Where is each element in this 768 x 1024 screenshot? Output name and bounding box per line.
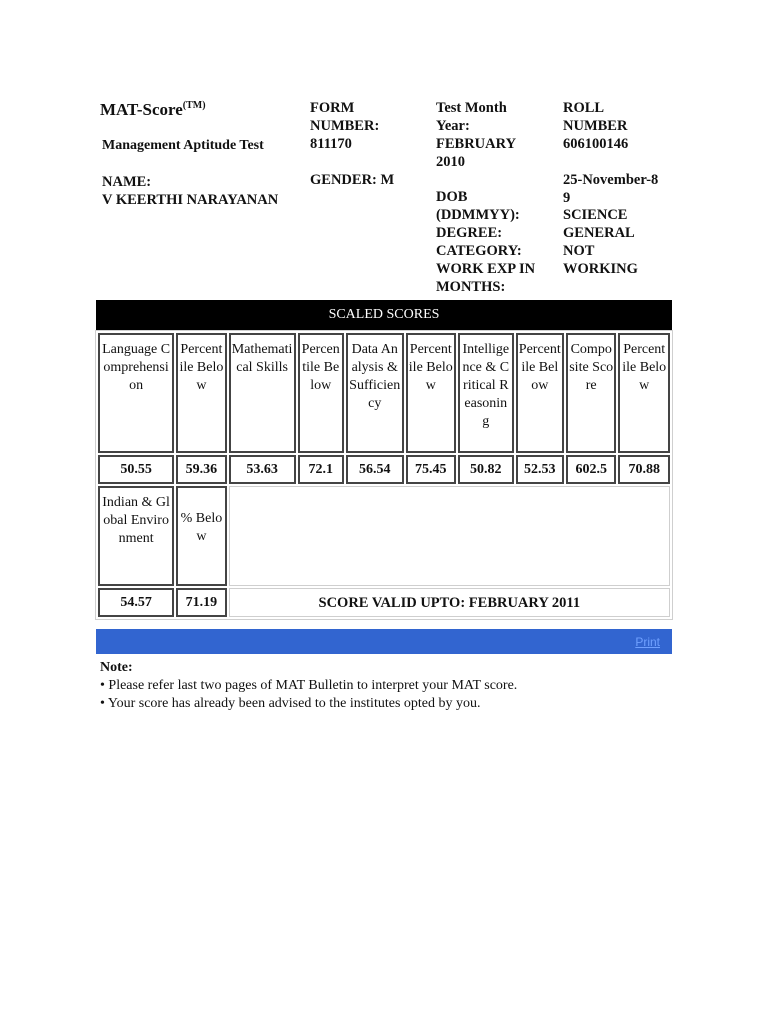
value-mathematical-skills: 53.63 xyxy=(229,455,296,484)
label-percentile-intelligence: Percentile Below xyxy=(516,333,564,453)
label-indian-global-environment: Indian & Global Environment xyxy=(98,486,174,586)
label-percentile-data: Percentile Below xyxy=(406,333,456,453)
degree-value: SCIENCE xyxy=(563,207,628,223)
value-data-analysis: 56.54 xyxy=(346,455,404,484)
category-label: CATEGORY: xyxy=(436,243,522,259)
work-exp-value: NOT WORKING xyxy=(563,243,638,277)
label-percentile-composite: Percentile Below xyxy=(618,333,670,453)
form-number-value: 811170 xyxy=(310,136,352,152)
dob-label: DOB (DDMMYY): xyxy=(436,189,520,223)
work-exp-label: WORK EXP IN MONTHS: xyxy=(436,261,536,295)
label-composite-score: Composite Score xyxy=(566,333,616,453)
value-percentile-data: 75.45 xyxy=(406,455,456,484)
test-month-value: FEBRUARY 2010 xyxy=(436,136,516,170)
label-mathematical-skills: Mathematical Skills xyxy=(229,333,296,453)
app-title: MAT-Score$^{(TM)}$ xyxy=(100,100,206,119)
value-language-comprehension: 50.55 xyxy=(98,455,174,484)
label-intelligence: Intelligence & Critical Reasoning xyxy=(458,333,514,453)
print-link[interactable]: Print xyxy=(635,635,660,649)
label-language-comprehension: Language Comprehension xyxy=(98,333,174,453)
value-percentile-math: 72.1 xyxy=(298,455,344,484)
action-bar xyxy=(96,629,672,654)
test-month-label: Test Month Year: xyxy=(436,100,507,134)
dob-value: 25-November-89 xyxy=(563,172,659,206)
value-percentile-intelligence: 52.53 xyxy=(516,455,564,484)
test-name: Management Aptitude Test xyxy=(102,138,264,153)
roll-number-value: 606100146 xyxy=(563,136,629,152)
score-value-row-2 xyxy=(98,588,670,617)
label-data-analysis: Data Analysis & Sufficiency xyxy=(346,333,404,453)
value-indian-global-environment: 54.57 xyxy=(98,588,174,617)
label-percentile-language: Percentile Below xyxy=(176,333,226,453)
value-percentile-composite: 70.88 xyxy=(618,455,670,484)
value-composite-score: 602.5 xyxy=(566,455,616,484)
degree-label: DEGREE: xyxy=(436,225,503,241)
name-value: V KEERTHI NARAYANAN xyxy=(102,192,279,208)
gender: GENDER: M xyxy=(310,172,395,188)
name-label: NAME: xyxy=(102,174,152,190)
value-percentile-language: 59.36 xyxy=(176,455,226,484)
roll-number-label: ROLL NUMBER xyxy=(563,100,628,134)
score-table xyxy=(95,330,673,620)
label-percentile-math: Percentile Below xyxy=(298,333,344,453)
score-valid-upto: SCORE VALID UPTO: FEBRUARY 2011 xyxy=(229,588,670,617)
score-label-row xyxy=(98,333,670,453)
score-value-row xyxy=(98,455,670,484)
label-percent-below: % Below xyxy=(176,486,226,586)
value-percent-below: 71.19 xyxy=(176,588,226,617)
form-number-label: FORM NUMBER: xyxy=(310,100,380,134)
note-line-2: • Your score has already been advised to the institutes opted by you. xyxy=(100,696,481,711)
scaled-scores-banner: SCALED SCORES xyxy=(96,300,672,330)
category-value: GENERAL xyxy=(563,225,635,241)
note-title: Note: xyxy=(100,660,133,675)
score-label-row-2 xyxy=(98,486,670,586)
value-intelligence: 50.82 xyxy=(458,455,514,484)
empty-cell xyxy=(229,486,670,586)
note-line-1: • Please refer last two pages of MAT Bulletin to interpret your MAT score. xyxy=(100,678,518,693)
